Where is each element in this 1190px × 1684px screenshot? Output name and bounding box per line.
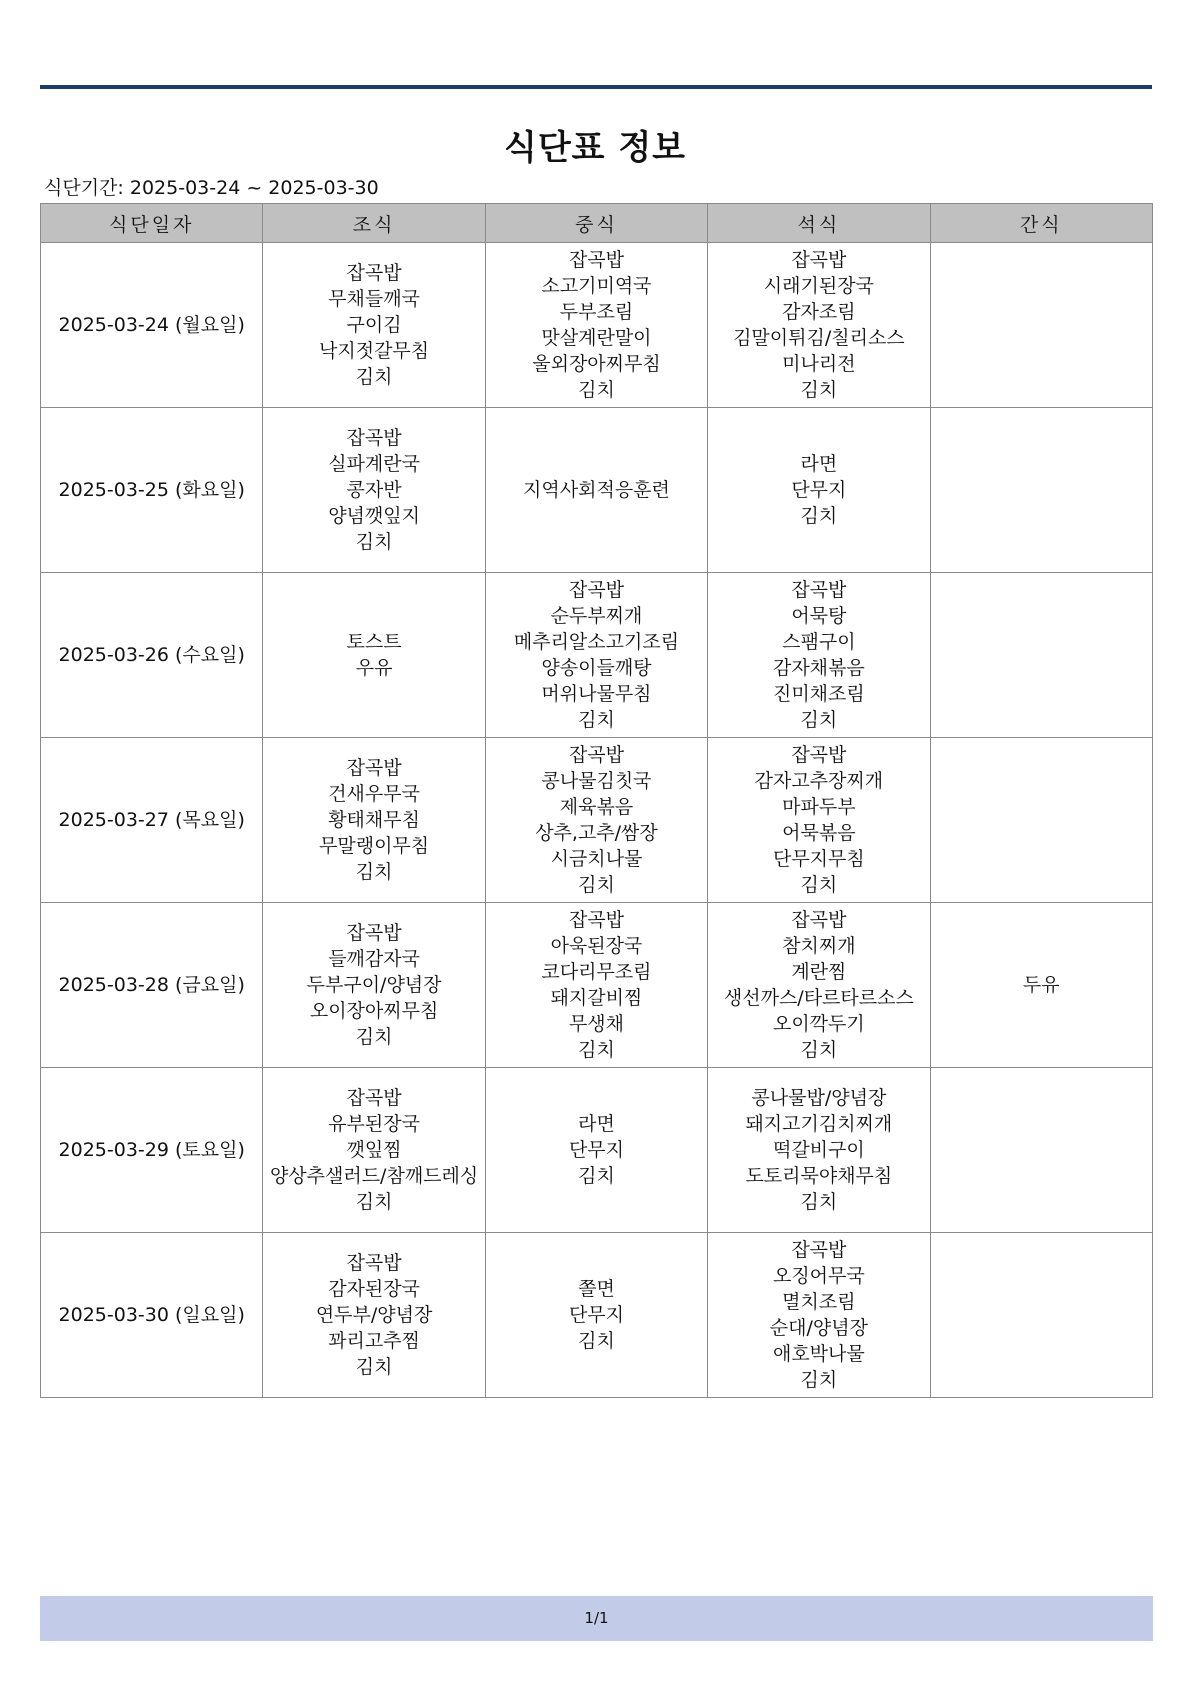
menu-item: 무채들깨국 bbox=[328, 288, 420, 310]
menu-item: 김치 bbox=[355, 1026, 393, 1048]
menu-item: 라면 bbox=[578, 1113, 615, 1135]
cell-breakfast bbox=[263, 408, 485, 573]
menu-item: 김치 bbox=[355, 861, 393, 883]
cell-lunch bbox=[485, 573, 707, 738]
cell-date: 2025-03-30 (일요일) bbox=[41, 1233, 263, 1398]
table-row bbox=[41, 1233, 1153, 1398]
menu-item: 미나리전 bbox=[782, 353, 856, 375]
menu-item: 마파두부 bbox=[782, 796, 856, 818]
menu-item: 돼지갈비찜 bbox=[550, 987, 643, 1009]
top-rule bbox=[40, 85, 1152, 89]
cell-lunch bbox=[485, 738, 707, 903]
menu-item: 잡곡밥 bbox=[346, 1252, 402, 1274]
menu-item: 제육볶음 bbox=[559, 796, 634, 818]
table-row bbox=[41, 243, 1153, 408]
cell-breakfast bbox=[263, 243, 485, 408]
header-date: 식단일자 bbox=[41, 204, 263, 243]
menu-item: 멸치조림 bbox=[782, 1291, 856, 1313]
cell-snack bbox=[930, 1233, 1152, 1398]
header-dinner: 석식 bbox=[708, 204, 930, 243]
menu-item: 콩나물김칫국 bbox=[541, 770, 652, 792]
menu-item: 오이장아찌무침 bbox=[309, 1000, 439, 1022]
menu-item: 김치 bbox=[800, 1191, 838, 1213]
menu-item: 오징어무국 bbox=[772, 1265, 865, 1287]
table-row bbox=[41, 573, 1153, 738]
menu-item: 김치 bbox=[355, 1356, 393, 1378]
cell-dinner bbox=[708, 738, 930, 903]
menu-item: 잡곡밥 bbox=[346, 922, 402, 944]
menu-item: 단무지무침 bbox=[772, 848, 865, 870]
cell-lunch bbox=[485, 1068, 707, 1233]
page-number: 1/1 bbox=[584, 1609, 609, 1627]
menu-item: 무말랭이무침 bbox=[319, 835, 430, 857]
menu-item: 메추리알소고기조림 bbox=[513, 631, 680, 653]
menu-item: 잡곡밥 bbox=[791, 579, 847, 601]
menu-item: 쫄면 bbox=[578, 1278, 615, 1300]
menu-item: 지역사회적응훈련 bbox=[523, 479, 670, 501]
menu-item: 김치 bbox=[800, 379, 838, 401]
cell-date: 2025-03-24 (월요일) bbox=[41, 243, 263, 408]
menu-item: 잡곡밥 bbox=[568, 744, 624, 766]
menu-item: 잡곡밥 bbox=[346, 262, 402, 284]
menu-item: 황태채무침 bbox=[328, 809, 420, 831]
menu-item: 감자조림 bbox=[782, 301, 856, 323]
menu-item: 머위나물무침 bbox=[541, 683, 652, 705]
menu-item: 김치 bbox=[578, 709, 615, 731]
cell-lunch bbox=[485, 903, 707, 1068]
menu-item: 감자채볶음 bbox=[772, 657, 865, 679]
cell-snack bbox=[930, 1068, 1152, 1233]
menu-item: 들깨감자국 bbox=[328, 948, 420, 970]
meal-period: 식단기간: 2025-03-24 ~ 2025-03-30 bbox=[44, 177, 379, 199]
menu-item: 떡갈비구이 bbox=[772, 1139, 865, 1161]
menu-item: 단무지 bbox=[568, 1139, 624, 1161]
menu-item: 양념깻잎지 bbox=[328, 505, 420, 527]
menu-item: 상추,고추/쌈장 bbox=[535, 822, 658, 844]
menu-item: 잡곡밥 bbox=[791, 909, 847, 931]
menu-item: 울외장아찌무침 bbox=[532, 353, 661, 375]
cell-dinner bbox=[708, 1068, 930, 1233]
menu-item: 오이깍두기 bbox=[772, 1013, 865, 1035]
menu-item: 잡곡밥 bbox=[568, 909, 624, 931]
menu-item: 참치찌개 bbox=[782, 935, 856, 957]
menu-item: 잡곡밥 bbox=[346, 757, 402, 779]
menu-item: 잡곡밥 bbox=[568, 579, 624, 601]
cell-date: 2025-03-25 (화요일) bbox=[41, 408, 263, 573]
menu-item: 콩나물밥/양념장 bbox=[751, 1087, 887, 1109]
cell-breakfast bbox=[263, 903, 485, 1068]
menu-item: 스팸구이 bbox=[782, 631, 856, 653]
menu-item: 잡곡밥 bbox=[791, 744, 847, 766]
menu-item: 잡곡밥 bbox=[791, 249, 847, 271]
cell-date: 2025-03-27 (목요일) bbox=[41, 738, 263, 903]
menu-item: 두부구이/양념장 bbox=[306, 974, 442, 996]
menu-item: 꽈리고추찜 bbox=[328, 1330, 420, 1352]
menu-item: 김치 bbox=[578, 874, 615, 896]
cell-snack bbox=[930, 243, 1152, 408]
cell-breakfast bbox=[263, 1068, 485, 1233]
menu-item: 김치 bbox=[800, 1039, 838, 1061]
cell-lunch bbox=[485, 1233, 707, 1398]
table-row bbox=[41, 1068, 1153, 1233]
menu-item: 김치 bbox=[355, 366, 393, 388]
menu-item: 김치 bbox=[355, 531, 393, 553]
menu-item: 무생채 bbox=[568, 1013, 624, 1035]
menu-item: 아욱된장국 bbox=[550, 935, 643, 957]
header-breakfast: 조식 bbox=[263, 204, 485, 243]
table-row bbox=[41, 738, 1153, 903]
menu-item: 연두부/양념장 bbox=[315, 1304, 433, 1326]
menu-item: 콩자반 bbox=[346, 479, 402, 501]
menu-item: 단무지 bbox=[791, 479, 847, 501]
cell-dinner bbox=[708, 573, 930, 738]
menu-item: 맛살계란말이 bbox=[541, 327, 652, 349]
cell-date: 2025-03-28 (금요일) bbox=[41, 903, 263, 1068]
menu-item: 김치 bbox=[578, 1165, 615, 1187]
menu-item: 애호박나물 bbox=[772, 1343, 865, 1365]
menu-item: 두부조림 bbox=[559, 301, 634, 323]
menu-item: 김말이튀김/칠리소스 bbox=[733, 327, 905, 349]
menu-item: 토스트 bbox=[346, 631, 402, 653]
menu-item: 김치 bbox=[800, 1369, 838, 1391]
menu-item: 건새우무국 bbox=[328, 783, 420, 805]
menu-item: 두유 bbox=[1022, 974, 1060, 996]
menu-item: 김치 bbox=[578, 379, 615, 401]
menu-item: 김치 bbox=[800, 505, 838, 527]
menu-item: 잡곡밥 bbox=[791, 1239, 847, 1261]
footer-bar bbox=[40, 1596, 1153, 1641]
menu-item: 진미채조림 bbox=[772, 683, 865, 705]
menu-item: 잡곡밥 bbox=[346, 427, 402, 449]
menu-item: 유부된장국 bbox=[328, 1113, 420, 1135]
menu-item: 감자된장국 bbox=[328, 1278, 420, 1300]
table-body bbox=[41, 243, 1153, 1398]
menu-item: 시래기된장국 bbox=[763, 275, 874, 297]
menu-item: 낙지젓갈무침 bbox=[319, 340, 430, 362]
cell-date: 2025-03-26 (수요일) bbox=[41, 573, 263, 738]
cell-snack bbox=[930, 573, 1152, 738]
menu-item: 라면 bbox=[800, 453, 838, 475]
menu-item: 깻잎찜 bbox=[346, 1139, 402, 1161]
cell-breakfast bbox=[263, 573, 485, 738]
menu-item: 어묵탕 bbox=[791, 605, 847, 627]
menu-item: 순두부찌개 bbox=[550, 605, 643, 627]
table-header-row bbox=[41, 204, 1153, 243]
cell-snack bbox=[930, 738, 1152, 903]
menu-item: 양송이들깨탕 bbox=[541, 657, 652, 679]
cell-dinner bbox=[708, 408, 930, 573]
menu-item: 김치 bbox=[355, 1191, 393, 1213]
menu-item: 순대/양념장 bbox=[769, 1317, 868, 1339]
header-lunch: 중식 bbox=[485, 204, 707, 243]
menu-item: 김치 bbox=[800, 709, 838, 731]
header-snack: 간식 bbox=[930, 204, 1152, 243]
cell-date: 2025-03-29 (토요일) bbox=[41, 1068, 263, 1233]
menu-item: 계란찜 bbox=[791, 961, 847, 983]
menu-item: 어묵볶음 bbox=[782, 822, 856, 844]
menu-item: 시금치나물 bbox=[550, 848, 643, 870]
menu-item: 잡곡밥 bbox=[568, 249, 624, 271]
cell-dinner bbox=[708, 1233, 930, 1398]
cell-snack bbox=[930, 408, 1152, 573]
table-row bbox=[41, 408, 1153, 573]
menu-item: 생선까스/타르타르소스 bbox=[723, 987, 914, 1009]
cell-breakfast bbox=[263, 1233, 485, 1398]
table-row bbox=[41, 903, 1153, 1068]
menu-item: 돼지고기김치찌개 bbox=[745, 1113, 893, 1135]
menu-item: 소고기미역국 bbox=[541, 275, 652, 297]
menu-item: 실파계란국 bbox=[328, 453, 420, 475]
page-title: 식단표 정보 bbox=[503, 128, 687, 168]
menu-item: 김치 bbox=[800, 874, 838, 896]
menu-item: 양상추샐러드/참깨드레싱 bbox=[269, 1165, 479, 1187]
cell-dinner bbox=[708, 243, 930, 408]
cell-breakfast bbox=[263, 738, 485, 903]
cell-dinner bbox=[708, 903, 930, 1068]
meal-table bbox=[40, 203, 1153, 1398]
menu-item: 구이김 bbox=[346, 314, 402, 336]
cell-snack bbox=[930, 903, 1152, 1068]
cell-lunch bbox=[485, 408, 707, 573]
cell-lunch bbox=[485, 243, 707, 408]
menu-item: 감자고추장찌개 bbox=[754, 770, 884, 792]
menu-item: 코다리무조림 bbox=[541, 961, 652, 983]
menu-item: 도토리묵야채무침 bbox=[745, 1165, 893, 1187]
menu-item: 단무지 bbox=[568, 1304, 624, 1326]
menu-item: 김치 bbox=[578, 1330, 615, 1352]
menu-item: 김치 bbox=[578, 1039, 615, 1061]
menu-item: 우유 bbox=[355, 657, 393, 679]
menu-item: 잡곡밥 bbox=[346, 1087, 402, 1109]
